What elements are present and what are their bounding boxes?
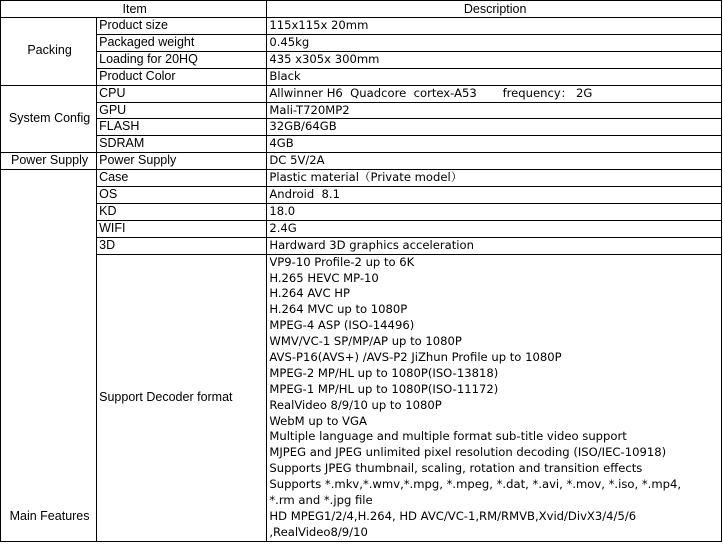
decoder-format-line: HD MPEG1/2/4,H.264, HD AVC/VC-1,RM/RMVB,Xvid/DivX3/4/5/6 bbox=[269, 508, 637, 523]
table-row bbox=[1, 220, 722, 237]
decoder-format-line: AVS-P16(AVS+) /AVS-P2 JiZhun Profile up to 1080P bbox=[269, 350, 562, 365]
row-value: Allwinner H6 Quadcore cortex-A53 frequency： 2G bbox=[267, 85, 722, 102]
table-row bbox=[1, 102, 722, 119]
table-row bbox=[1, 237, 722, 254]
row-value: 0.45kg bbox=[267, 34, 722, 51]
row-item: FLASH bbox=[97, 119, 267, 136]
decoder-format-line: WMV/VC-1 SP/MP/AP up to 1080P bbox=[269, 334, 462, 349]
decoder-format-line: RealVideo 8/9/10 up to 1080P bbox=[269, 397, 442, 412]
row-item: GPU bbox=[97, 102, 267, 119]
decoder-format-line: H.264 AVC HP bbox=[269, 286, 350, 301]
table-row bbox=[1, 68, 722, 85]
decoder-format-line: WebM up to VGA bbox=[269, 413, 367, 428]
row-value: 2.4G bbox=[267, 220, 722, 237]
category-power-supply: Power Supply bbox=[1, 153, 97, 170]
row-value: 32GB/64GB bbox=[267, 119, 722, 136]
category-packing: Packing bbox=[1, 18, 97, 86]
decoder-row bbox=[1, 254, 722, 541]
table-row bbox=[1, 51, 722, 68]
decoder-format-line: H.265 HEVC MP-10 bbox=[269, 270, 379, 285]
row-value: DC 5V/2A bbox=[267, 153, 722, 170]
table-row bbox=[1, 136, 722, 153]
row-item: Power Supply bbox=[97, 153, 267, 170]
row-value: Mali-T720MP2 bbox=[267, 102, 722, 119]
table-row bbox=[1, 187, 722, 204]
decoder-format-line: Supports JPEG thumbnail, scaling, rotation and transition effects bbox=[269, 461, 643, 476]
row-item: KD bbox=[97, 203, 267, 220]
decoder-format-line: MPEG-4 ASP (ISO-14496) bbox=[269, 318, 415, 333]
row-value: Hardward 3D graphics acceleration bbox=[267, 237, 722, 254]
decoder-format-line: H.264 MVC up to 1080P bbox=[269, 302, 408, 317]
row-value: 4GB bbox=[267, 136, 722, 153]
row-value: Android 8.1 bbox=[267, 187, 722, 204]
row-item-decoder: Support Decoder format bbox=[97, 254, 267, 541]
decoder-format-line: VP9-10 Profile-2 up to 6K bbox=[269, 254, 415, 269]
row-value: 18.0 bbox=[267, 203, 722, 220]
decoder-format-line: *.rm and *.jpg file bbox=[269, 493, 373, 508]
header-row bbox=[1, 1, 722, 18]
header-description: Description bbox=[267, 1, 722, 18]
decoder-format-line: MPEG-1 MP/HL up to 1080P(ISO-11172) bbox=[269, 381, 499, 396]
category-main-features: Main Features bbox=[1, 170, 97, 542]
decoder-format-line: Multiple language and multiple format sub-title video support bbox=[269, 429, 627, 444]
header-item: Item bbox=[1, 1, 267, 18]
row-item: Loading for 20HQ bbox=[97, 51, 267, 68]
row-item: 3D bbox=[97, 237, 267, 254]
decoder-format-line: Supports *.mkv,*.wmv,*.mpg, *.mpeg, *.dat, *.avi, *.mov, *.iso, *.mp4, bbox=[269, 477, 682, 492]
table-row bbox=[1, 170, 722, 187]
row-item: Case bbox=[97, 170, 267, 187]
decoder-format-line: MJPEG and JPEG unlimited pixel resolution decoding (ISO/IEC-10918) bbox=[269, 445, 667, 460]
row-item: OS bbox=[97, 187, 267, 204]
decoder-format-list bbox=[267, 254, 722, 541]
table-row bbox=[1, 203, 722, 220]
row-item: CPU bbox=[97, 85, 267, 102]
row-value: Plastic material（Private model） bbox=[267, 170, 722, 187]
row-item: Product size bbox=[97, 18, 267, 35]
category-system-config: System Config bbox=[1, 85, 97, 153]
decoder-format-line: MPEG-2 MP/HL up to 1080P(ISO-13818) bbox=[269, 365, 499, 380]
table-row bbox=[1, 18, 722, 35]
row-value: 115x115x 20mm bbox=[267, 18, 722, 35]
table-row bbox=[1, 34, 722, 51]
table-row bbox=[1, 153, 722, 170]
row-item: WIFI bbox=[97, 220, 267, 237]
table-row bbox=[1, 119, 722, 136]
row-item: SDRAM bbox=[97, 136, 267, 153]
row-item: Packaged weight bbox=[97, 34, 267, 51]
decoder-format-line: ,RealVideo8/9/10 bbox=[269, 524, 368, 539]
row-item: Product Color bbox=[97, 68, 267, 85]
row-value: 435 x305x 300mm bbox=[267, 51, 722, 68]
row-value: Black bbox=[267, 68, 722, 85]
table-row bbox=[1, 85, 722, 102]
